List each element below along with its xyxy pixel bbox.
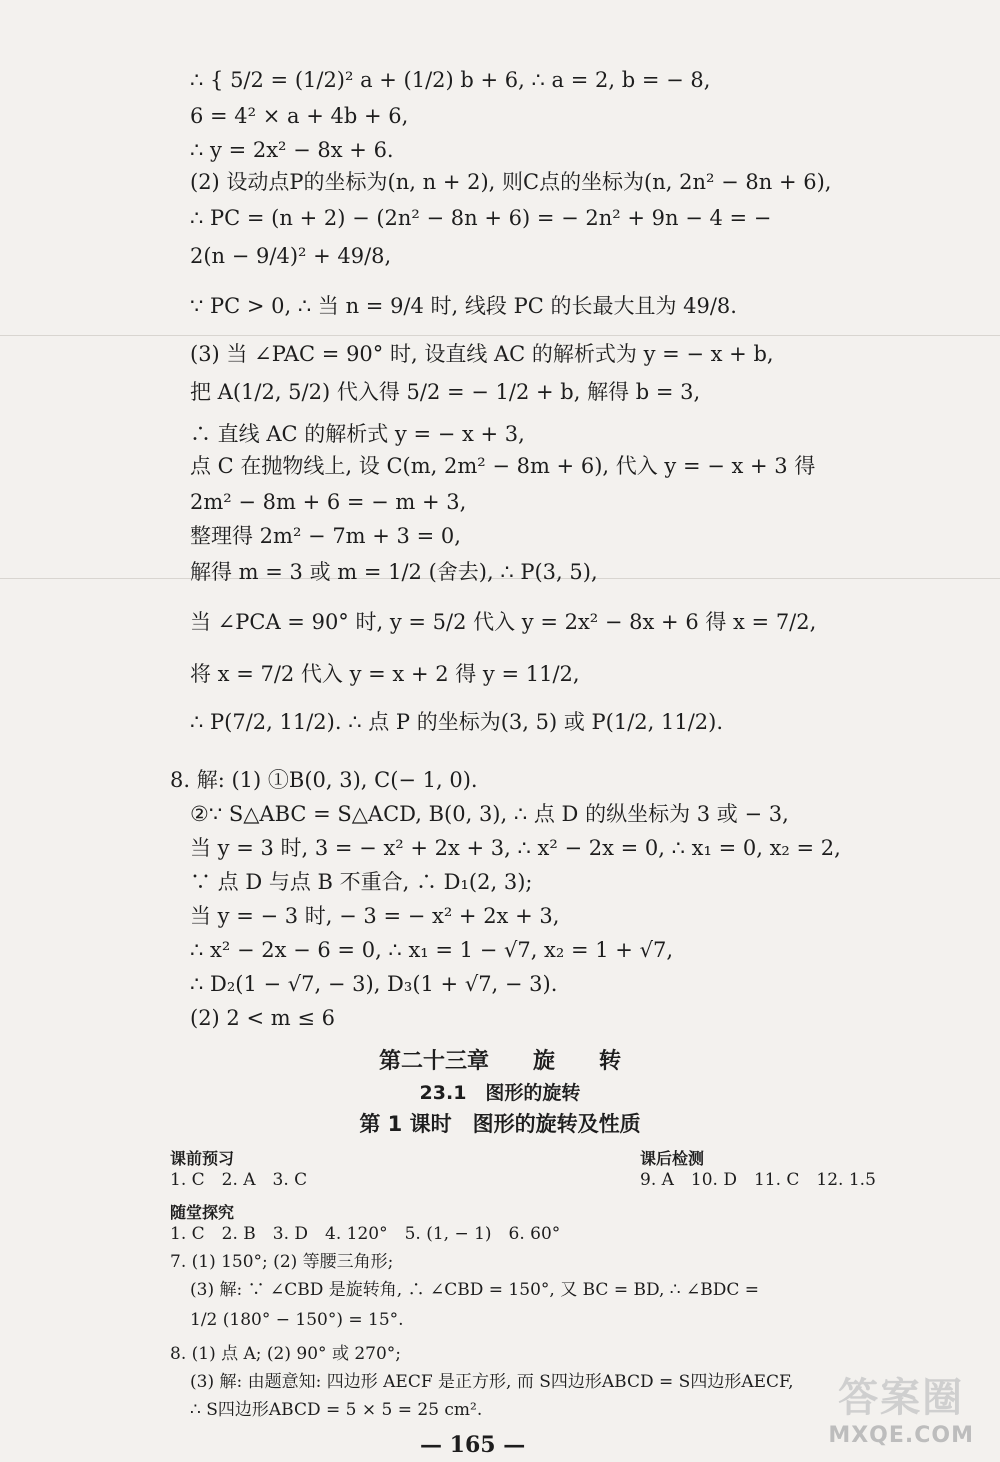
solution-line: ∴ { 5/2 = (1/2)² a + (1/2) b + 6, ∴ a = 2, b = − 8, xyxy=(190,68,711,92)
solution-line: ∵ PC > 0, ∴ 当 n = 9/4 时, 线段 PC 的长最大且为 49/8. xyxy=(190,294,737,318)
answer-line: 1/2 (180° − 150°) = 15°. xyxy=(190,1310,404,1330)
section-heading-inclass: 随堂探究 xyxy=(170,1203,235,1222)
solution-line: 当 y = − 3 时, − 3 = − x² + 2x + 3, xyxy=(190,904,560,928)
solution-line: 2(n − 9/4)² + 49/8, xyxy=(190,244,392,268)
solution-line: ∴ x² − 2x − 6 = 0, ∴ x₁ = 1 − √7, x₂ = 1 + √7, xyxy=(190,938,673,962)
solution-line: 点 C 在抛物线上, 设 C(m, 2m² − 8m + 6), 代入 y = − x + 3 得 xyxy=(190,454,816,478)
solution-line: ∵ 点 D 与点 B 不重合, ∴ D₁(2, 3); xyxy=(190,870,533,894)
solution-line: 2m² − 8m + 6 = − m + 3, xyxy=(190,490,467,514)
answer-line: 1. C 2. A 3. C xyxy=(170,1170,308,1190)
solution-line: 将 x = 7/2 代入 y = x + 2 得 y = 11/2, xyxy=(190,662,580,686)
page-number: — 165 — xyxy=(420,1432,526,1458)
answer-line: 1. C 2. B 3. D 4. 120° 5. (1, − 1) 6. 60° xyxy=(170,1224,561,1244)
solution-line: ∴ PC = (n + 2) − (2n² − 8n + 6) = − 2n² + 9n − 4 = − xyxy=(190,206,772,230)
faint-rule xyxy=(0,335,1000,336)
answer-line: ∴ S四边形ABCD = 5 × 5 = 25 cm². xyxy=(190,1400,483,1420)
watermark-url: MXQE.COM xyxy=(828,1423,974,1448)
solution-line: (2) 设动点P的坐标为(n, n + 2), 则C点的坐标为(n, 2n² − 8n + 6), xyxy=(190,170,832,194)
solution-line: (2) 2 < m ≤ 6 xyxy=(190,1006,335,1030)
section-title: 23.1 图形的旋转 xyxy=(419,1082,581,1104)
answer-line: (3) 解: 由题意知: 四边形 AECF 是正方形, 而 S四边形ABCD = S四边形AECF, xyxy=(190,1372,794,1392)
section-heading-preview: 课前预习 xyxy=(170,1149,235,1168)
solution-line: 6 = 4² × a + 4b + 6, xyxy=(190,104,409,128)
solution-line: 当 y = 3 时, 3 = − x² + 2x + 3, ∴ x² − 2x = 0, ∴ x₁ = 0, x₂ = 2, xyxy=(190,836,841,860)
watermark-text: 答案圈 xyxy=(838,1375,965,1421)
lesson-title: 第 1 课时 图形的旋转及性质 xyxy=(359,1112,641,1136)
solution-line: ②∵ S△ABC = S△ACD, B(0, 3), ∴ 点 D 的纵坐标为 3 或 − 3, xyxy=(190,802,789,826)
section-heading-after: 课后检测 xyxy=(640,1149,705,1168)
solution-line: 解得 m = 3 或 m = 1/2 (舍去), ∴ P(3, 5), xyxy=(190,560,598,584)
solution-line: ∴ D₂(1 − √7, − 3), D₃(1 + √7, − 3). xyxy=(190,972,558,996)
answer-line: 9. A 10. D 11. C 12. 1.5 xyxy=(640,1170,876,1190)
solution-line: 整理得 2m² − 7m + 3 = 0, xyxy=(190,524,461,548)
solution-line: 当 ∠PCA = 90° 时, y = 5/2 代入 y = 2x² − 8x + 6 得 x = 7/2, xyxy=(190,610,817,634)
solution-line: ∴ 直线 AC 的解析式 y = − x + 3, xyxy=(190,422,525,446)
solution-line: (3) 当 ∠PAC = 90° 时, 设直线 AC 的解析式为 y = − x + b, xyxy=(190,342,774,366)
solution-line: 把 A(1/2, 5/2) 代入得 5/2 = − 1/2 + b, 解得 b = 3, xyxy=(190,380,701,404)
answer-line: 7. (1) 150°; (2) 等腰三角形; xyxy=(170,1252,394,1272)
chapter-title: 第二十三章 旋 转 xyxy=(378,1049,621,1074)
solution-line: ∴ P(7/2, 11/2). ∴ 点 P 的坐标为(3, 5) 或 P(1/2, 11/2). xyxy=(190,710,724,734)
watermark-logo xyxy=(828,1366,974,1448)
solution-line: ∴ y = 2x² − 8x + 6. xyxy=(190,138,394,162)
question-8-line: 8. 解: (1) ①B(0, 3), C(− 1, 0). xyxy=(170,768,478,792)
answer-line: 8. (1) 点 A; (2) 90° 或 270°; xyxy=(170,1344,402,1364)
answer-line: (3) 解: ∵ ∠CBD 是旋转角, ∴ ∠CBD = 150°, 又 BC = BD, ∴ ∠BDC = xyxy=(190,1280,760,1300)
